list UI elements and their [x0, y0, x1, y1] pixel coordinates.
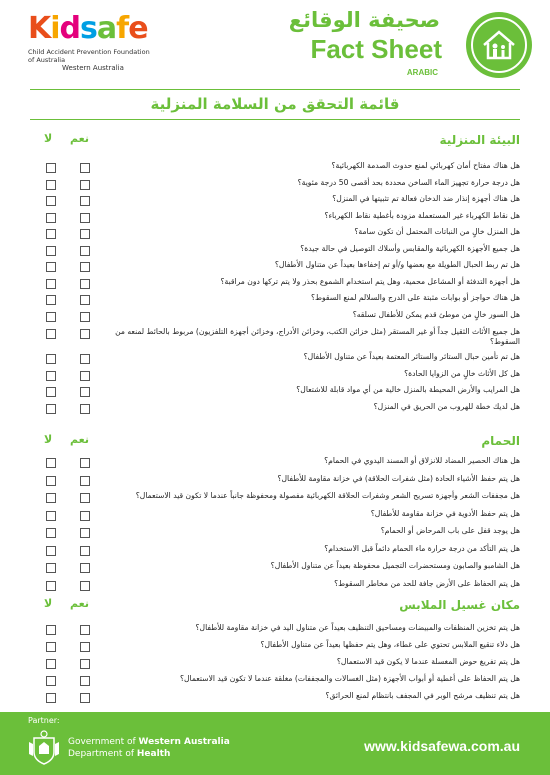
yes-checkbox[interactable] — [80, 493, 90, 503]
checklist-title: قائمة التحقق من السلامة المنزلية — [150, 95, 400, 113]
checklist-row — [30, 276, 520, 292]
checklist-question: هل المرايب والأرض المحيطة بالمنزل خالية من أي مواد قابلة للاشتعال؟ — [296, 385, 520, 394]
checklist-row — [30, 622, 520, 638]
yes-checkbox[interactable] — [80, 312, 90, 322]
no-checkbox[interactable] — [46, 229, 56, 239]
yes-checkbox[interactable] — [80, 279, 90, 289]
section-title: الحمام — [481, 434, 520, 448]
checklist-row — [30, 401, 520, 417]
gov-line1-prefix: Government of — [68, 737, 139, 747]
checklist-row — [30, 326, 520, 346]
title-arabic: صحيفة الوقائع — [288, 8, 440, 32]
no-checkbox[interactable] — [46, 262, 56, 272]
checklist-question: هل كل الأثاث خالٍ من الزوايا الحادة؟ — [404, 369, 520, 378]
checklist-row — [30, 193, 520, 209]
header — [0, 0, 550, 88]
yes-checkbox[interactable] — [80, 196, 90, 206]
checklist-question: هل هناك مفتاح أمان كهربائي لمنع حدوث الصدمة الكهربائية؟ — [331, 161, 520, 170]
government-label — [68, 736, 230, 760]
checklist-question: هل هناك أجهزة إنذار ضد الدخان فعالة تم تثبيتها في المنزل؟ — [332, 194, 520, 203]
yes-checkbox[interactable] — [80, 642, 90, 652]
title-divider — [30, 119, 520, 120]
yes-checkbox[interactable] — [80, 387, 90, 397]
checklist-row — [30, 292, 520, 308]
checklist-row — [30, 309, 520, 325]
yes-checkbox[interactable] — [80, 246, 90, 256]
yes-checkbox[interactable] — [80, 546, 90, 556]
yes-checkbox[interactable] — [80, 625, 90, 635]
checklist-question: هل يتم التأكد من درجة حرارة ماء الحمام دائماً قبل الاستخدام؟ — [324, 544, 520, 553]
yes-checkbox[interactable] — [80, 371, 90, 381]
no-checkbox[interactable] — [46, 676, 56, 686]
checklist-row — [30, 490, 520, 506]
no-checkbox[interactable] — [46, 458, 56, 468]
checklist-row — [30, 226, 520, 242]
yes-column-header: نعم — [70, 433, 89, 446]
checklist-row — [30, 508, 520, 524]
checklist-row — [30, 673, 520, 689]
no-checkbox[interactable] — [46, 354, 56, 364]
yes-checkbox[interactable] — [80, 295, 90, 305]
checklist-question: هل جميع الأجهزة الكهربائية والمقابس وأسلاك التوصيل في حالة جيدة؟ — [300, 244, 520, 253]
checklist-question: هل يتم تنظيف مرشح الوبر في المجفف بانتظام لمنع الحرائق؟ — [325, 691, 520, 700]
yes-checkbox[interactable] — [80, 581, 90, 591]
yes-checkbox[interactable] — [80, 404, 90, 414]
no-checkbox[interactable] — [46, 581, 56, 591]
no-checkbox[interactable] — [46, 180, 56, 190]
logo-region: Western Australia — [62, 64, 124, 72]
checklist-question: هل يتم الحفاظ على الأرض جافة للحد من مخاطر السقوط؟ — [334, 579, 520, 588]
yes-checkbox[interactable] — [80, 213, 90, 223]
no-checkbox[interactable] — [46, 312, 56, 322]
yes-checkbox[interactable] — [80, 659, 90, 669]
yes-checkbox[interactable] — [80, 528, 90, 538]
yes-checkbox[interactable] — [80, 354, 90, 364]
gov-line2-bold: Health — [136, 749, 171, 759]
yes-checkbox[interactable] — [80, 693, 90, 703]
partner-label: Partner: — [28, 716, 60, 725]
no-checkbox[interactable] — [46, 371, 56, 381]
checklist-question: هل لديك خطة للهروب من الحريق في المنزل؟ — [373, 402, 520, 411]
kidsafe-logo — [28, 12, 158, 73]
no-checkbox[interactable] — [46, 511, 56, 521]
checklist-question: هل هناك حواجز أو بوابات مثبتة على الدرج والسلالم لمنع السقوط؟ — [310, 293, 520, 302]
checklist-row — [30, 656, 520, 672]
checklist-question: هل تم ربط الحبال الطويلة مع بعضها و/أو تم إخفاءها بعيداً عن متناول الأطفال؟ — [274, 260, 520, 269]
home-family-icon — [466, 12, 532, 78]
no-checkbox[interactable] — [46, 295, 56, 305]
checklist-question: هل أجهزة التدفئة أو المشاعل محمية، وهل يتم استخدام الشموع بحذر ولا يتم تركها دون مراقبة؟ — [220, 277, 520, 286]
section-title: البيئة المنزلية — [439, 133, 520, 147]
no-checkbox[interactable] — [46, 279, 56, 289]
checklist-row — [30, 639, 520, 655]
no-checkbox[interactable] — [46, 528, 56, 538]
checklist-question: هل يتم حفظ الأشياء الحادة (مثل شفرات الحلاقة) في خزانة مقاومة للأطفال؟ — [277, 474, 520, 483]
checklist-question: هل تم تأمين حبال الستائر والستائر المعتمة بعيداً عن متناول الأطفال؟ — [303, 352, 520, 361]
no-column-header: لا — [44, 597, 53, 610]
no-checkbox[interactable] — [46, 163, 56, 173]
yes-checkbox[interactable] — [80, 262, 90, 272]
checklist-row — [30, 473, 520, 489]
checklist-row — [30, 543, 520, 559]
gov-line2-prefix: Department of — [68, 749, 137, 759]
no-checkbox[interactable] — [46, 493, 56, 503]
no-checkbox[interactable] — [46, 546, 56, 556]
logo-org: Child Accident Prevention Foundation of Australia — [28, 48, 150, 64]
checklist-question: هل نقاط الكهرباء غير المستعملة مزودة بأغطية نقاط الكهرباء؟ — [324, 211, 520, 220]
yes-checkbox[interactable] — [80, 511, 90, 521]
no-checkbox[interactable] — [46, 563, 56, 573]
language-label: ARABIC — [406, 68, 438, 77]
logo-wordmark: Kidsafe — [28, 11, 148, 46]
no-checkbox[interactable] — [46, 659, 56, 669]
yes-checkbox[interactable] — [80, 229, 90, 239]
wa-government-crest-icon — [28, 730, 60, 766]
no-checkbox[interactable] — [46, 476, 56, 486]
no-checkbox[interactable] — [46, 693, 56, 703]
no-checkbox[interactable] — [46, 213, 56, 223]
checklist-row — [30, 368, 520, 384]
checklist-row — [30, 525, 520, 541]
checklist-row — [30, 177, 520, 193]
title-english: Fact Sheet — [310, 34, 442, 64]
checklist-question: هل المنزل خالٍ من النباتات المحتمل أن تكون سامة؟ — [354, 227, 520, 236]
checklist-row — [30, 243, 520, 259]
no-checkbox[interactable] — [46, 196, 56, 206]
checklist-question: هل الشامبو والصابون ومستحضرات التجميل محفوظة بعيداً عن متناول الأطفال؟ — [270, 561, 520, 570]
website-url: www.kidsafewa.com.au — [364, 738, 520, 754]
no-checkbox[interactable] — [46, 246, 56, 256]
yes-checkbox[interactable] — [80, 458, 90, 468]
no-checkbox[interactable] — [46, 404, 56, 414]
header-divider — [30, 89, 520, 90]
checklist-question: هل يتم تخزين المنظفات والمبيضات ومساحيق التنظيف بعيداً عن متناول اليد في خزانة مقاومة للأطفال؟ — [195, 623, 520, 632]
checklist-row — [30, 690, 520, 706]
section-title: مكان غسيل الملابس — [399, 598, 520, 612]
checklist-question: هل دلاء تنقيع الملابس تحتوي على غطاء، وهل يتم حفظها بعيداً عن متناول الأطفال؟ — [260, 640, 520, 649]
checklist-row — [30, 578, 520, 594]
no-checkbox[interactable] — [46, 329, 56, 339]
checklist-row — [30, 210, 520, 226]
no-checkbox[interactable] — [46, 642, 56, 652]
no-checkbox[interactable] — [46, 625, 56, 635]
checklist-row — [30, 560, 520, 576]
yes-checkbox[interactable] — [80, 163, 90, 173]
checklist-question: هل درجة حرارة تجهيز الماء الساخن محددة بحد أقصى 50 درجة مئوية؟ — [297, 178, 520, 187]
checklist-row — [30, 384, 520, 400]
yes-column-header: نعم — [70, 132, 89, 145]
yes-checkbox[interactable] — [80, 476, 90, 486]
checklist-row — [30, 160, 520, 176]
checklist-question: هل هناك الحصير المضاد للانزلاق أو المسند اليدوي في الحمام؟ — [324, 456, 520, 465]
yes-checkbox[interactable] — [80, 676, 90, 686]
checklist-row — [30, 351, 520, 367]
checklist-row — [30, 259, 520, 275]
footer — [0, 712, 550, 775]
no-column-header: لا — [44, 132, 53, 145]
checklist-question: هل السور خالٍ من موطئ قدم يمكن للأطفال تسلقه؟ — [352, 310, 520, 319]
checklist-question: هل يتم تفريغ حوض المغسلة عندما لا يكون قيد الاستعمال؟ — [336, 657, 520, 666]
checklist-row — [30, 455, 520, 471]
checklist-question: هل جميع الأثاث الثقيل جداً أو غير المستقر (مثل خزائن الكتب، وخزائن الأدراج، وخزائن أجهزة التلفزيون) مربوط بالحائط لمنعه من السقوط؟ — [115, 327, 520, 346]
yes-column-header: نعم — [70, 597, 89, 610]
checklist-question: هل يوجد قفل على باب المرحاض أو الحمام؟ — [380, 526, 520, 535]
yes-checkbox[interactable] — [80, 329, 90, 339]
yes-checkbox[interactable] — [80, 180, 90, 190]
no-checkbox[interactable] — [46, 387, 56, 397]
gov-line1-bold: Western Australia — [138, 737, 230, 747]
yes-checkbox[interactable] — [80, 563, 90, 573]
checklist-question: هل يتم حفظ الأدوية في خزانة مقاومة للأطفال؟ — [370, 509, 520, 518]
checklist-question: هل مجففات الشعر وأجهزة تسريح الشعر وشفرات الحلاقة الكهربائية مفصولة ومحفوظة جانباً عندما لا تكون قيد الاستعمال؟ — [135, 491, 520, 500]
checklist-question: هل يتم الحفاظ على أغطية أو أبواب الأجهزة (مثل الغسالات والمجففات) مغلقة عندما لا تكون قيد الاستعمال؟ — [180, 674, 520, 683]
no-column-header: لا — [44, 433, 53, 446]
